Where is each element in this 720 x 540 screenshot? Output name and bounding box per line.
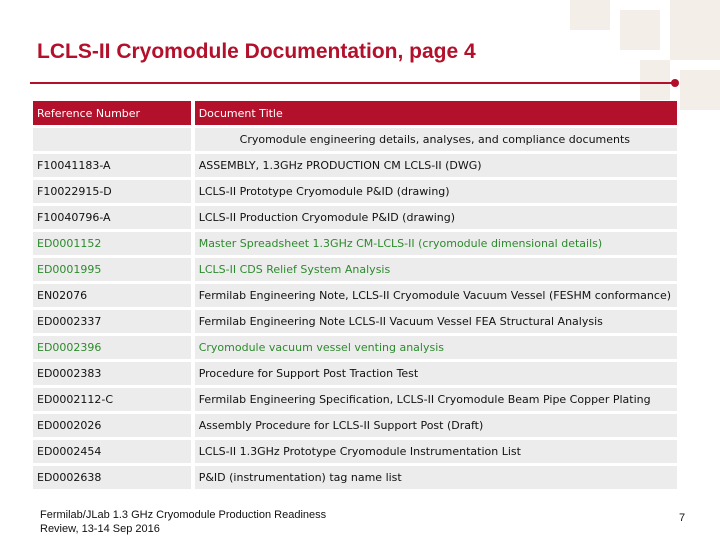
documents-table xyxy=(33,98,677,492)
corner-decoration xyxy=(550,0,720,110)
table-row xyxy=(33,388,677,411)
page-number: 7 xyxy=(679,512,686,524)
title-divider xyxy=(30,82,678,84)
document-title-cell: LCLS-II 1.3GHz Prototype Cryomodule Instrumentation List xyxy=(195,440,677,463)
document-title-cell: Fermilab Engineering Note LCLS-II Vacuum Vessel FEA Structural Analysis xyxy=(195,310,677,333)
document-title-cell: LCLS-II Prototype Cryomodule P&ID (drawing) xyxy=(195,180,677,203)
reference-number-cell: F10040796-A xyxy=(33,206,191,229)
footer-line-1: Fermilab/JLab 1.3 GHz Cryomodule Production Readiness xyxy=(40,509,327,521)
reference-number-cell: ED0002337 xyxy=(33,310,191,333)
document-title-cell: Master Spreadsheet 1.3GHz CM-LCLS-II (cryomodule dimensional details) xyxy=(195,232,677,255)
reference-number-cell: ED0002026 xyxy=(33,414,191,437)
table-row xyxy=(33,414,677,437)
document-title-cell: P&ID (instrumentation) tag name list xyxy=(195,466,677,489)
footer-line-2: Review, 13-14 Sep 2016 xyxy=(40,523,160,535)
slide-title: LCLS-II Cryomodule Documentation, page 4 xyxy=(37,40,476,63)
table-row xyxy=(33,206,677,229)
reference-number-cell: ED0001995 xyxy=(33,258,191,281)
reference-number-cell: ED0002112-C xyxy=(33,388,191,411)
document-title-cell: LCLS-II Production Cryomodule P&ID (drawing) xyxy=(195,206,677,229)
reference-number-cell: F10041183-A xyxy=(33,154,191,177)
table-row xyxy=(33,440,677,463)
document-title-cell: Fermilab Engineering Note, LCLS-II Cryomodule Vacuum Vessel (FESHM conformance) xyxy=(195,284,677,307)
table-body xyxy=(33,128,677,489)
document-title-cell: Procedure for Support Post Traction Test xyxy=(195,362,677,385)
document-title-cell: ASSEMBLY, 1.3GHz PRODUCTION CM LCLS-II (DWG) xyxy=(195,154,677,177)
table-row xyxy=(33,258,677,281)
section-label: Cryomodule engineering details, analyses, and compliance documents xyxy=(195,128,677,151)
reference-number-cell: ED0002454 xyxy=(33,440,191,463)
reference-number-cell: EN02076 xyxy=(33,284,191,307)
table-row xyxy=(33,336,677,359)
reference-number-cell: ED0002396 xyxy=(33,336,191,359)
table-row xyxy=(33,180,677,203)
reference-number-cell: ED0002383 xyxy=(33,362,191,385)
reference-number-cell: ED0001152 xyxy=(33,232,191,255)
title-divider-dot xyxy=(671,79,679,87)
document-title-cell: Fermilab Engineering Specification, LCLS-II Cryomodule Beam Pipe Copper Plating xyxy=(195,388,677,411)
table-row xyxy=(33,362,677,385)
section-row xyxy=(33,128,677,151)
table-row xyxy=(33,466,677,489)
table-row xyxy=(33,154,677,177)
document-title-cell: Cryomodule vacuum vessel venting analysis xyxy=(195,336,677,359)
table-row xyxy=(33,310,677,333)
section-empty-cell xyxy=(33,128,191,151)
header-reference-number: Reference Number xyxy=(33,101,191,125)
table-header-row xyxy=(33,101,677,125)
footer xyxy=(40,508,326,536)
reference-number-cell: ED0002638 xyxy=(33,466,191,489)
reference-number-cell: F10022915-D xyxy=(33,180,191,203)
table-row xyxy=(33,284,677,307)
header-document-title: Document Title xyxy=(195,101,677,125)
document-title-cell: Assembly Procedure for LCLS-II Support Post (Draft) xyxy=(195,414,677,437)
document-title-cell: LCLS-II CDS Relief System Analysis xyxy=(195,258,677,281)
table-row xyxy=(33,232,677,255)
